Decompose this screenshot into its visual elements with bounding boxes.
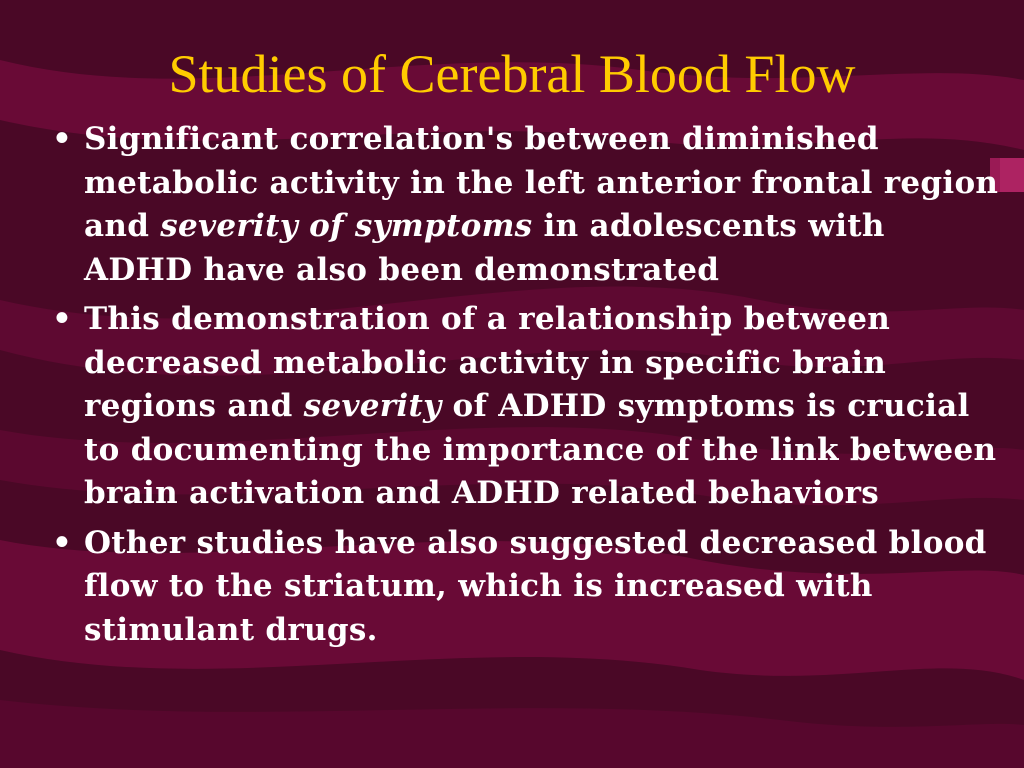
slide-title: Studies of Cerebral Blood Flow xyxy=(168,44,856,104)
bullet-list xyxy=(52,118,1002,658)
bullet-item-1 xyxy=(52,118,1002,292)
bullet-item-2 xyxy=(52,298,1002,516)
bullet-dot-icon: • xyxy=(52,524,73,561)
bullet-item-3 xyxy=(52,522,1002,653)
bullet-2-text-a: This demonstration of a relationship between decreased metabolic activity in specific brain regions and xyxy=(84,301,891,424)
bullet-1-text-a: Significant correlation's between diminished metabolic activity in the left anterior frontal region and xyxy=(84,121,999,244)
bullet-2-text-italic: severity xyxy=(303,388,442,424)
bullet-1-text-b: in adolescents with ADHD have also been demonstrated xyxy=(84,208,885,288)
bullet-3-text: Other studies have also suggested decreased blood flow to the striatum, which is increased with stimulant drugs. xyxy=(84,524,987,648)
bullet-dot-icon: • xyxy=(52,301,73,337)
bullet-dot-icon: • xyxy=(52,121,73,157)
bullet-2-text-b: of ADHD symptoms is crucial to documenting the importance of the link between brain activation and ADHD related behaviors xyxy=(84,388,997,511)
bullet-1-text-italic: severity of symptoms xyxy=(160,208,533,244)
